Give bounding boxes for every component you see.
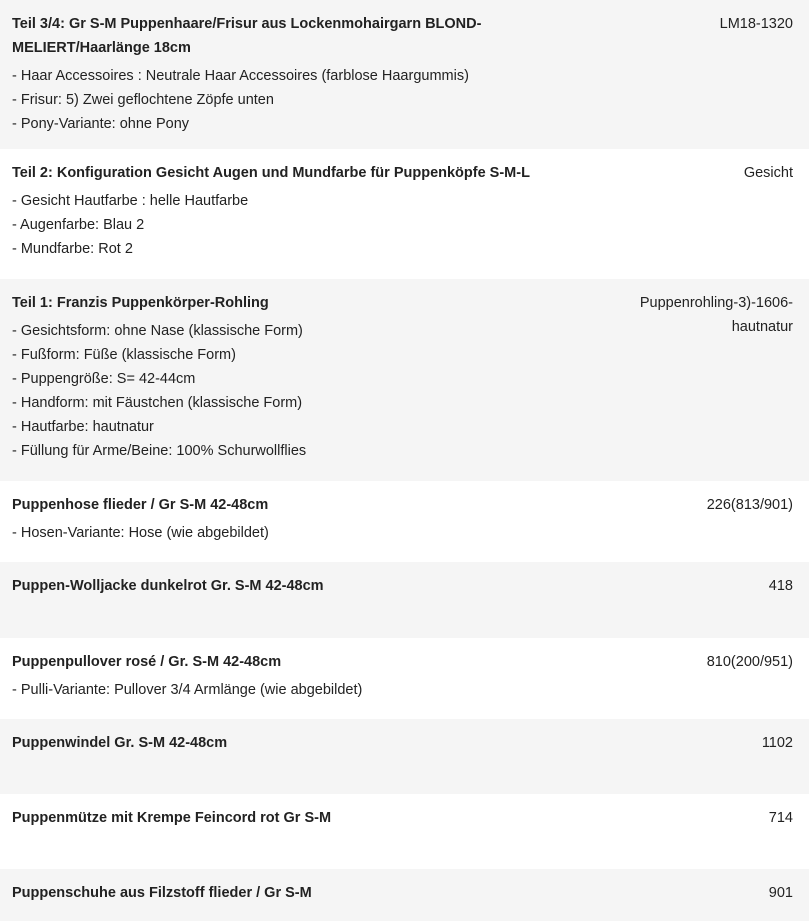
order-item-row <box>0 279 809 481</box>
item-title: Puppenmütze mit Krempe Feincord rot Gr S-M <box>12 810 332 826</box>
item-option: - Hosen-Variante: Hose (wie abgebildet) <box>12 525 269 541</box>
item-details <box>12 731 572 759</box>
order-item-row <box>0 794 809 869</box>
order-item-row <box>0 149 809 279</box>
item-details <box>12 12 572 136</box>
order-item-row <box>0 562 809 638</box>
item-option: - Handform: mit Fäustchen (klassische Form) <box>12 395 303 411</box>
item-details <box>12 493 572 545</box>
item-title: Teil 3/4: Gr S-M Puppenhaare/Frisur aus Lockenmohairgarn BLOND-MELIERT/Haarlänge 18cm <box>12 16 482 56</box>
item-details <box>12 806 572 834</box>
item-option: - Hautfarbe: hautnatur <box>12 419 154 435</box>
item-option: - Gesichtsform: ohne Nase (klassische Form) <box>12 323 303 339</box>
item-option: - Pulli-Variante: Pullover 3/4 Armlänge (wie abgebildet) <box>12 682 363 698</box>
order-item-row <box>0 0 809 149</box>
item-title: Puppenpullover rosé / Gr. S-M 42-48cm <box>12 654 282 670</box>
item-option: - Füllung für Arme/Beine: 100% Schurwollflies <box>12 443 307 459</box>
order-item-row <box>0 638 809 719</box>
item-sku: 810(200/951) <box>706 654 793 670</box>
item-sku: LM18-1320 <box>719 16 793 32</box>
order-item-row <box>0 481 809 562</box>
item-sku: 714 <box>768 810 793 826</box>
item-title: Teil 1: Franzis Puppenkörper-Rohling <box>12 295 269 311</box>
item-option: - Fußform: Füße (klassische Form) <box>12 347 236 363</box>
order-item-row <box>0 869 809 921</box>
item-option: - Puppengröße: S= 42-44cm <box>12 371 196 387</box>
item-sku: 418 <box>768 578 793 594</box>
item-option: - Frisur: 5) Zwei geflochtene Zöpfe unten <box>12 92 274 108</box>
item-details <box>12 881 572 909</box>
item-details <box>12 161 572 261</box>
item-title: Puppen-Wolljacke dunkelrot Gr. S-M 42-48cm <box>12 578 324 594</box>
item-details <box>12 650 572 702</box>
item-sku: 226(813/901) <box>706 497 793 513</box>
item-sku: Gesicht <box>743 165 793 181</box>
item-sku: 1102 <box>761 735 793 751</box>
item-sku: Puppenrohling-3)-1606-hautnatur <box>639 295 793 335</box>
item-title: Teil 2: Konfiguration Gesicht Augen und Mundfarbe für Puppenköpfe S-M-L <box>12 165 530 181</box>
item-sku: 901 <box>768 885 793 901</box>
item-option: - Mundfarbe: Rot 2 <box>12 241 133 257</box>
item-details <box>12 291 572 463</box>
item-title: Puppenschuhe aus Filzstoff flieder / Gr S-M <box>12 885 312 901</box>
item-title: Puppenwindel Gr. S-M 42-48cm <box>12 735 228 751</box>
item-option: - Haar Accessoires : Neutrale Haar Accessoires (farblose Haargummis) <box>12 68 469 84</box>
order-item-row <box>0 719 809 794</box>
item-title: Puppenhose flieder / Gr S-M 42-48cm <box>12 497 269 513</box>
item-option: - Gesicht Hautfarbe : helle Hautfarbe <box>12 193 249 209</box>
item-details <box>12 574 572 602</box>
item-option: - Pony-Variante: ohne Pony <box>12 116 190 132</box>
item-option: - Augenfarbe: Blau 2 <box>12 217 145 233</box>
